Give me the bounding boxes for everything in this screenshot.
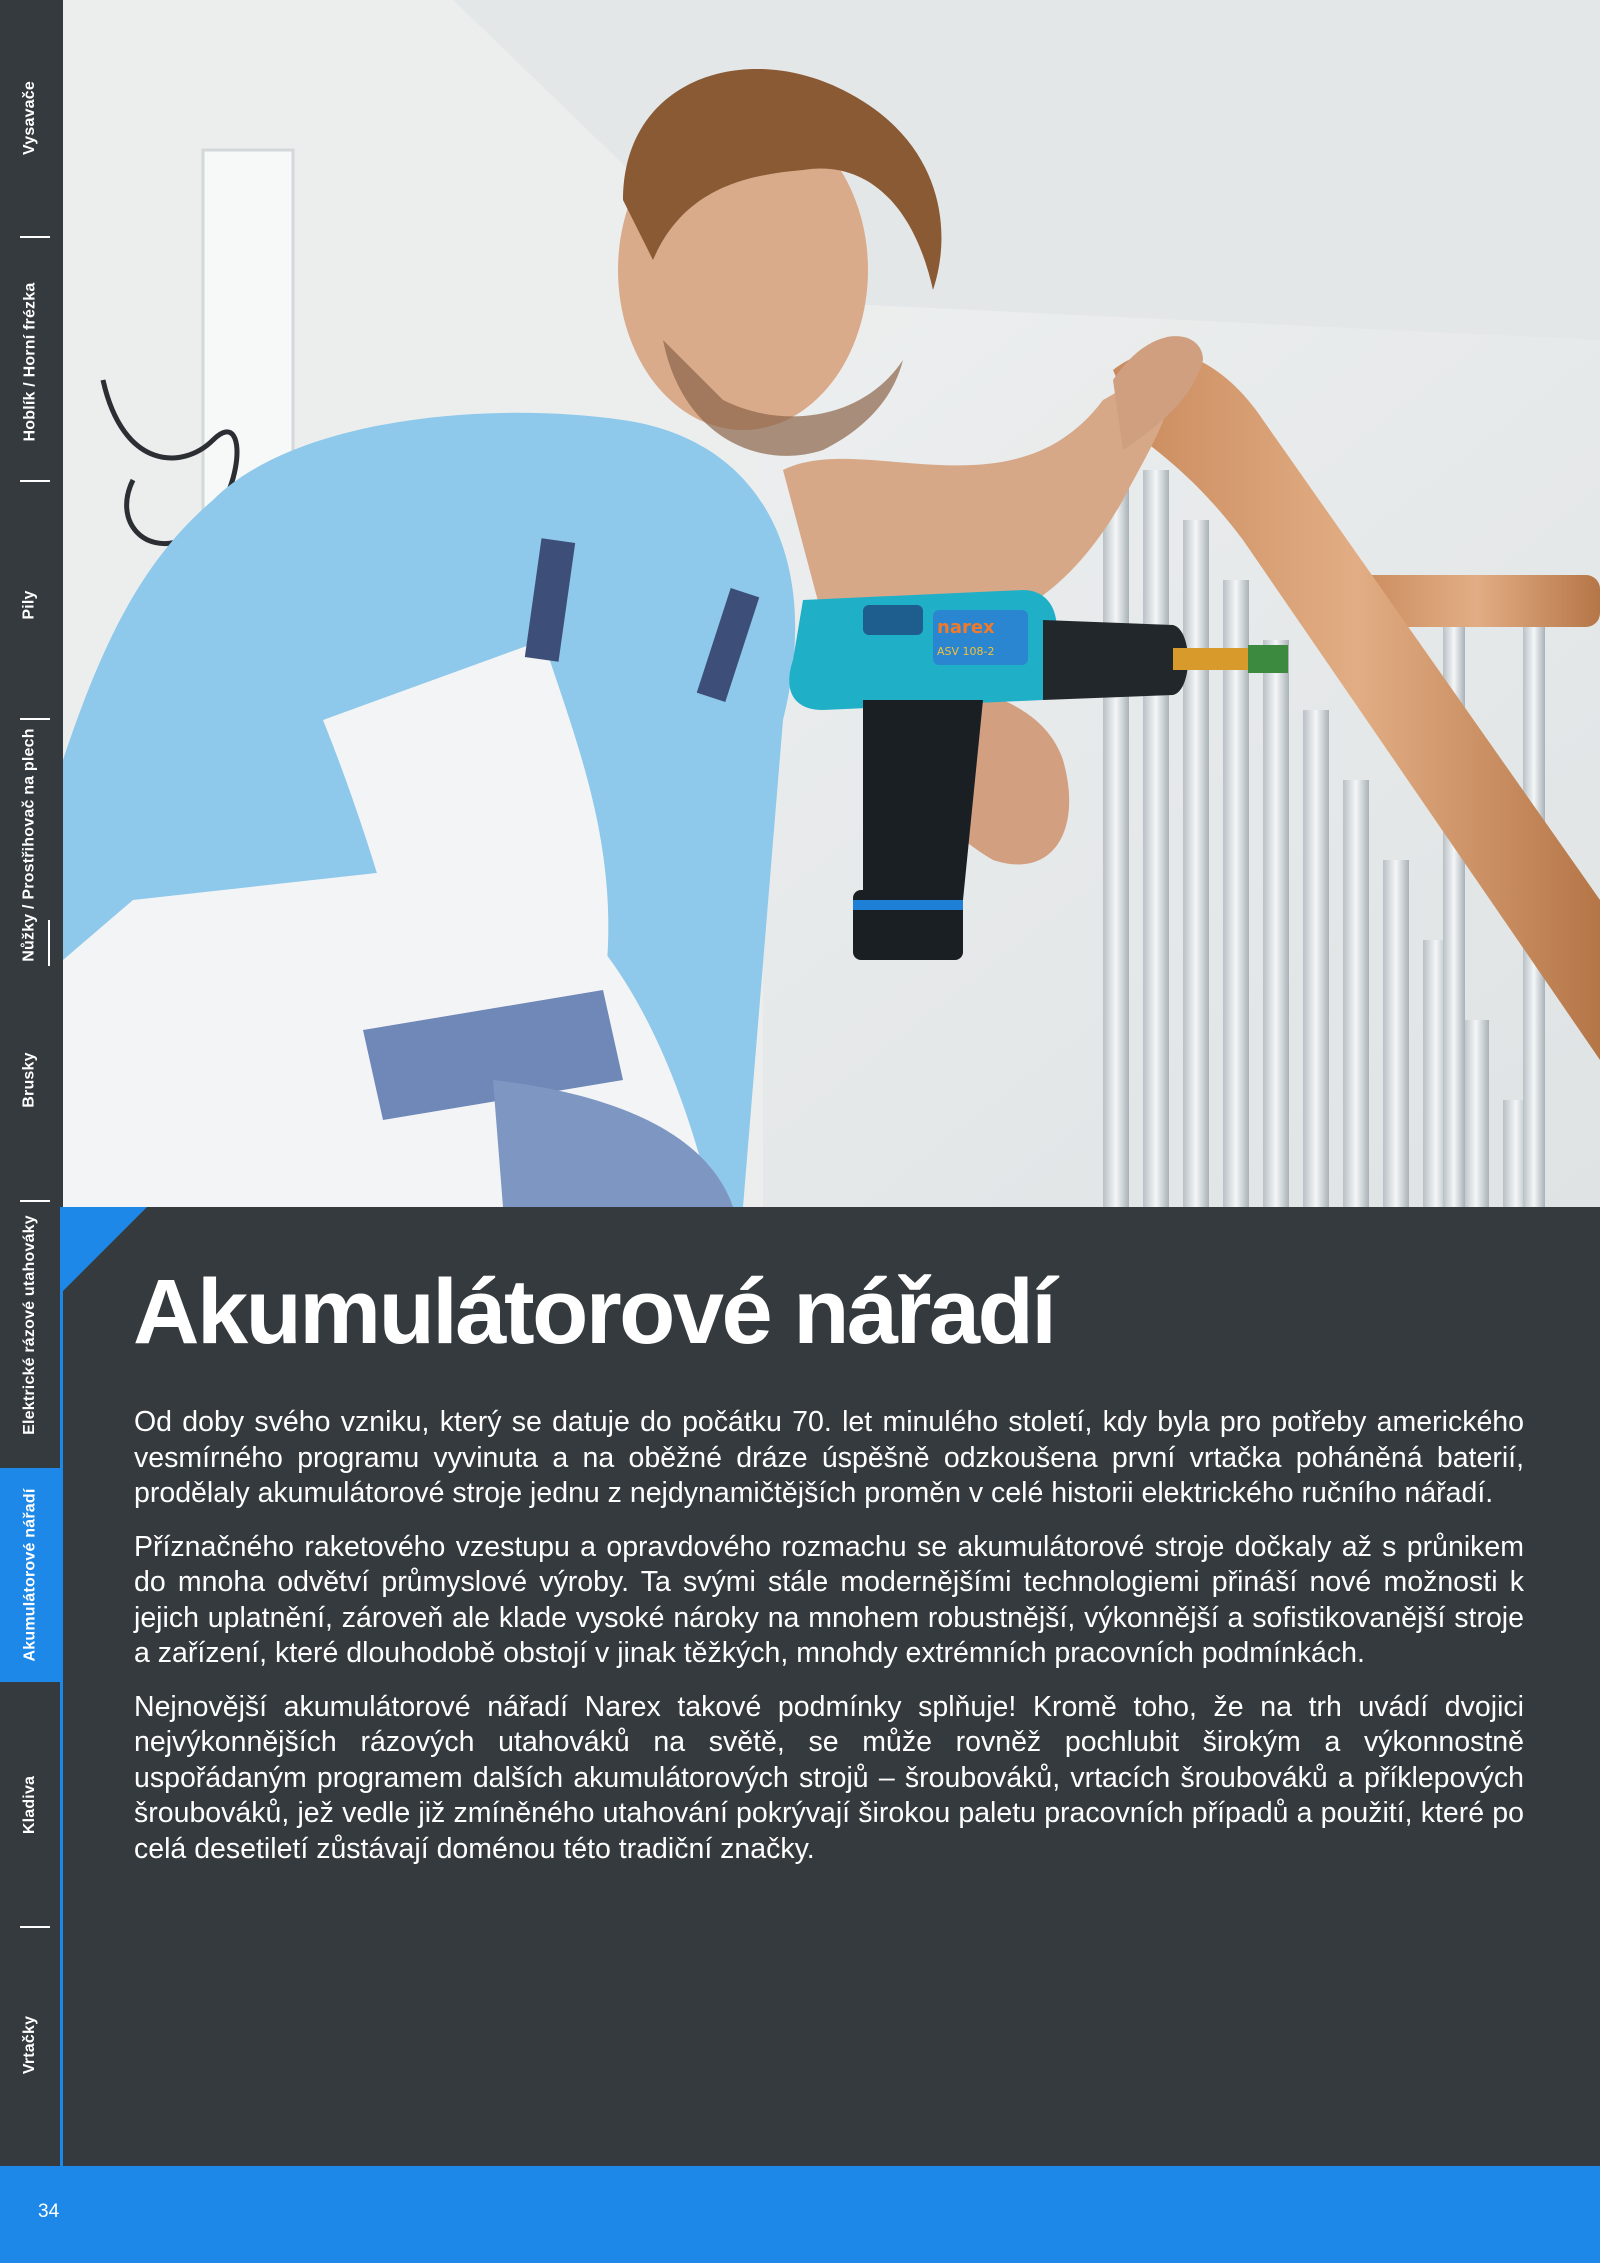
sidebar-item-label: Nůžky / Prostřihovač na plech	[21, 728, 38, 962]
paragraph-3: Nejnovější akumulátorové nářadí Narex takové podmínky splňuje! Kromě toho, že na trh uvádí dvojici nejvýkonnějších rázových utahováků na světě, se může rovněž pochlubit širokým a výkonnostně uspořádaným programem dalších akumulátorových strojů – šroubováků, vrtacích šroubováků a příklepových šroubováků, jež vedle již zmíněného utahování pokrývají širokou paletu pracovních případů a použití, které po celá desetiletí zůstávají doménou této tradiční značky.	[134, 1690, 1524, 1865]
sidebar-item-hoblik[interactable]	[0, 252, 60, 472]
sidebar-item-label: Kladiva	[20, 1775, 38, 1835]
sidebar-item-vysavace[interactable]	[0, 30, 60, 205]
sidebar-item-label: Akumulátorové nářadí	[21, 1488, 38, 1662]
nav-separator	[20, 236, 50, 238]
nav-separator	[20, 1200, 50, 1202]
sidebar-item-brusky[interactable]	[0, 1010, 60, 1150]
page-footer	[0, 2166, 1600, 2263]
hero-photo	[63, 0, 1600, 1207]
sidebar-nav	[0, 0, 60, 2166]
drill-model-label: ASV 108-2	[937, 645, 995, 658]
sidebar-item-akumulatorove-naradi[interactable]	[0, 1468, 60, 1682]
drill-brand-label: narex	[937, 617, 995, 638]
page-number: 34	[38, 2201, 60, 2222]
paragraph-2: Příznačného raketového vzestupu a opravdového rozmachu se akumulátorové stroje dočkaly až s průnikem do mnoha odvětví průmyslové výroby. Ta svými stále modernějšími technologiemi přináší nové možnosti k jejich uplatnění, zároveň ale klade vysoké nároky na mnohem robustnější, výkonnější a sofistikovanější stroje a zařízení, které dlouhodobě obstojí v jinak těžkých, mnohdy extrémních pracovních podmínkách.	[134, 1530, 1524, 1669]
article-body	[134, 1405, 1524, 1885]
sidebar-item-label: Brusky	[20, 1052, 38, 1108]
hero-illustration	[63, 0, 1600, 1207]
nav-separator	[20, 480, 50, 482]
sidebar-active-edge	[60, 1207, 63, 2166]
sidebar-item-label: Vysavače	[21, 80, 38, 155]
sidebar-item-label: Hoblík / Horní frézka	[21, 282, 38, 442]
sidebar-item-label: Vrtačky	[21, 2015, 38, 2075]
sidebar-item-elektricke-utahovaky[interactable]	[0, 1205, 60, 1445]
sidebar-item-vrtacky[interactable]	[0, 1960, 60, 2130]
sidebar-item-pily[interactable]	[0, 540, 60, 670]
nav-separator	[20, 1926, 50, 1928]
sidebar-item-label: Elektrické rázové utahováky	[21, 1215, 38, 1435]
sidebar-item-nuzky[interactable]	[0, 720, 60, 970]
sidebar-item-label: Pily	[20, 590, 38, 620]
paragraph-1: Od doby svého vzniku, který se datuje do počátku 70. let minulého století, kdy byla pro potřeby amerického vesmírného programu vyvinuta a na oběžné dráze úspěšně odzkoušena první vrtačka poháněná baterií, prodělaly akumulátorové stroje jednu z nejdynamičtějších proměn v celé historii elektrického ručního nářadí.	[134, 1406, 1524, 1509]
sidebar-item-kladiva[interactable]	[0, 1700, 60, 1910]
nav-separator	[48, 920, 50, 966]
page-title: Akumulátorové nářadí	[133, 1261, 1055, 1363]
